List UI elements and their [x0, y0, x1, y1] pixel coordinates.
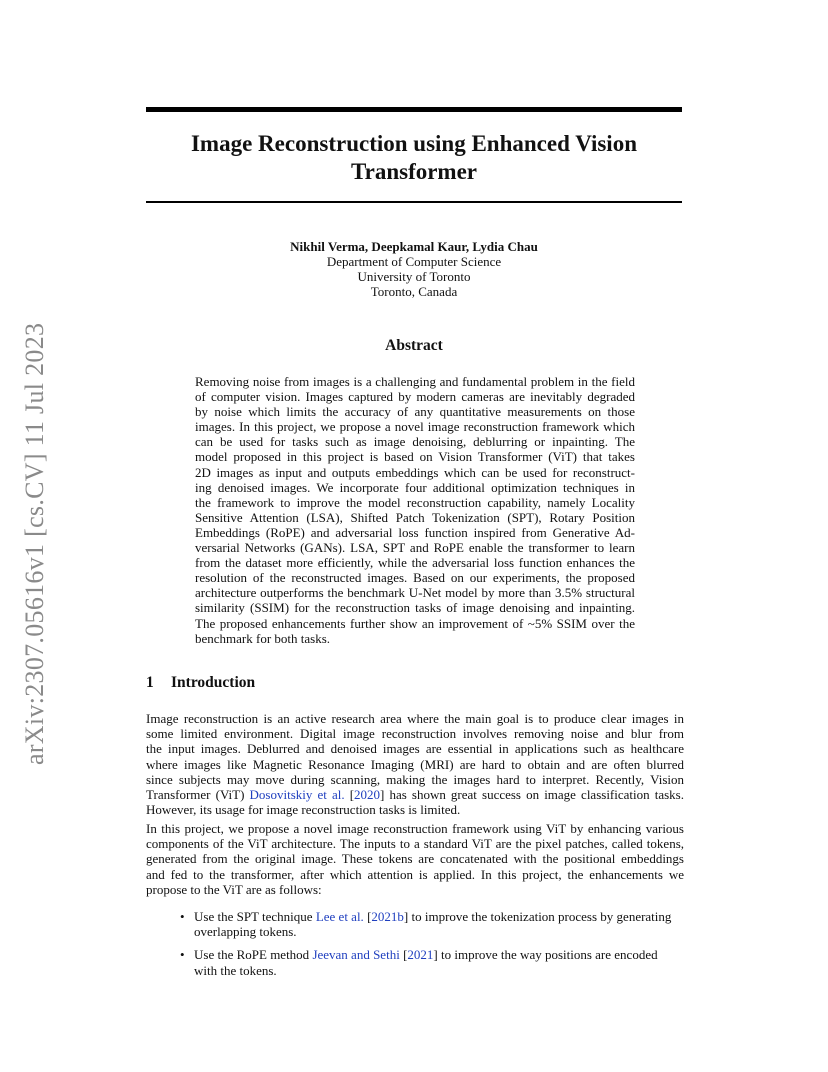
paragraph-line: Image reconstruction is an active research area where the main goal is to produce clear images in — [146, 711, 684, 726]
section-title: Introduction — [171, 674, 256, 691]
abstract-line: from the dataset more efficiently, while the adversarial loss function enhances the — [195, 555, 635, 571]
paragraph-line: However, its usage for image reconstruction tasks is limited. — [146, 802, 461, 818]
citation-year-link[interactable]: 2021b — [371, 909, 404, 924]
abstract-heading: Abstract — [385, 337, 443, 354]
abstract-line: similarity (SSIM) for the reconstruction tasks of image denoising and inpainting. — [195, 600, 635, 616]
affiliation-line: Toronto, Canada — [370, 284, 458, 299]
abstract-line: model proposed in this project is based on Vision Transformer (ViT) that takes — [195, 449, 635, 465]
citation-link[interactable]: Dosovitskiy et al. — [249, 787, 345, 803]
citation-year-link[interactable]: 2020 — [354, 787, 381, 803]
intro-paragraph-1 — [146, 711, 684, 817]
paragraph-line: some limited environment. Digital image reconstruction involves removing noise and blur from — [146, 726, 684, 742]
intro-paragraph-2 — [146, 821, 684, 897]
title-bottom-rule — [146, 201, 682, 203]
abstract-line: versarial Networks (GANs). LSA, SPT and RoPE enable the transformer to learn — [195, 540, 635, 556]
abstract-line: Sensitive Attention (LSA), Shifted Patch Tokenization (SPT), Rotary Position — [195, 509, 635, 525]
author-names: Nikhil Verma, Deepkamal Kaur, Lydia Chau — [290, 239, 538, 254]
text-segment: [ — [344, 787, 355, 803]
text-segment: ] to improve the way positions are encoded — [433, 947, 658, 963]
text-segment: [ — [399, 947, 408, 963]
abstract-line: Embeddings (RoPE) and adversarial loss function inspired from Generative Ad- — [195, 524, 635, 540]
list-item-line — [194, 909, 684, 924]
paragraph-line: the input images. Deblurred and denoised images are essential in applications such as healthcare — [146, 741, 684, 757]
citation-link[interactable]: Lee et al. — [315, 909, 364, 924]
abstract-body — [195, 374, 635, 646]
list-item-line — [194, 947, 684, 962]
text-segment: Transformer (ViT) — [146, 787, 250, 803]
abstract-line: ing denoised images. We incorporate four additional optimization techniques in — [195, 479, 635, 495]
paragraph-line: propose to the ViT are as follows: — [146, 881, 322, 897]
list-item-line: overlapping tokens. — [194, 924, 297, 940]
paragraph-line: where images like Magnetic Resonance Imaging (MRI) are hard to obtain and are often blurred — [146, 756, 684, 772]
bullet-icon: • — [180, 947, 185, 963]
abstract-line: Removing noise from images is a challenging and fundamental problem in the field — [195, 374, 635, 389]
text-segment: [ — [363, 909, 372, 924]
affiliation-line: University of Toronto — [357, 269, 471, 284]
arxiv-identifier: arXiv:2307.05616v1 [cs.CV] 11 Jul 2023 — [20, 322, 49, 765]
abstract-line: architecture outperforms the benchmark U-Net model by more than 3.5% structural — [195, 585, 635, 601]
section-heading — [146, 674, 255, 692]
affiliation-line: Department of Computer Science — [326, 254, 502, 269]
text-segment: Use the RoPE method — [194, 947, 313, 963]
paragraph-line: since subjects may move during scanning, making the images hard to interpret. Recently, Vision — [146, 771, 684, 787]
abstract-line: The proposed enhancements further show an improvement of ~5% SSIM over the — [195, 615, 635, 631]
paper-title — [146, 130, 682, 186]
title-top-rule — [146, 107, 682, 112]
citation-year-link[interactable]: 2021 — [407, 947, 434, 963]
title-line: Image Reconstruction using Enhanced Vision — [190, 131, 637, 156]
text-segment: Use the SPT technique — [194, 909, 316, 924]
citation-link[interactable]: Jeevan and Sethi — [312, 947, 400, 963]
paragraph-line: components of the ViT architecture. The inputs to a standard ViT are the pixel patches, called tokens, — [146, 836, 684, 852]
title-line: Transformer — [350, 159, 478, 184]
list-item-line: with the tokens. — [194, 962, 277, 978]
abstract-line: of computer vision. Images captured by modern cameras are inevitably degraded — [195, 389, 635, 405]
abstract-line: can be used for tasks such as image denoising, deblurring or inpainting. The — [195, 434, 635, 450]
paragraph-line: generated from the original image. These tokens are concatenated with the positional embeddings — [146, 851, 684, 867]
abstract-line: the framework to improve the model reconstruction capability, namely Locality — [195, 494, 635, 510]
abstract-line: benchmark for both tasks. — [195, 630, 331, 646]
list-item — [180, 947, 684, 977]
abstract-line: images. In this project, we propose a novel image reconstruction framework which — [195, 419, 635, 435]
enhancement-list — [180, 909, 684, 986]
author-block — [146, 239, 682, 299]
bullet-icon: • — [180, 909, 185, 924]
abstract-line: 2D images as input and outputs embeddings which can be used for reconstruct- — [195, 464, 635, 480]
text-segment: ] has shown great success on image classification tasks. — [380, 787, 684, 803]
paragraph-line: In this project, we propose a novel image reconstruction framework using ViT by enhancing various — [146, 821, 684, 836]
abstract-line: resolution of the reconstructed images. Based on our experiments, the proposed — [195, 570, 635, 586]
section-number: 1 — [146, 674, 154, 691]
text-segment: ] to improve the tokenization process by generating — [403, 909, 672, 924]
paragraph-line — [146, 787, 684, 802]
abstract-line: by noise which limits the accuracy of any quantitative measurements on those — [195, 404, 635, 420]
list-item — [180, 909, 684, 939]
paragraph-line: and fed to the transformer, after which attention is applied. In this project, the enhancements we — [146, 866, 684, 882]
